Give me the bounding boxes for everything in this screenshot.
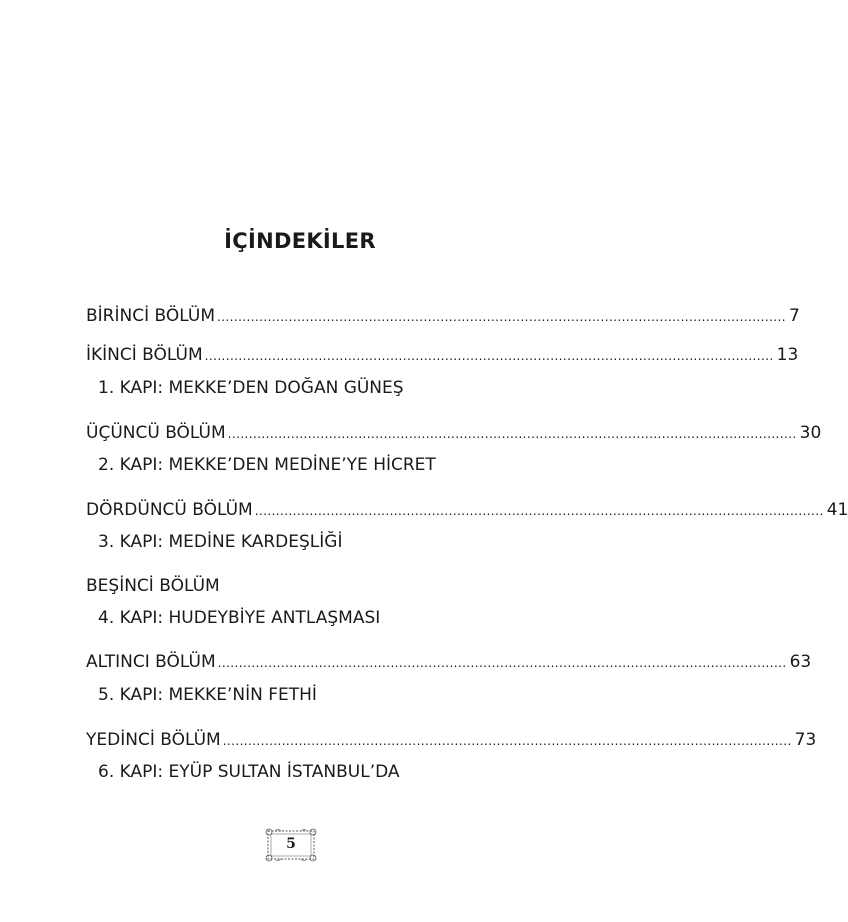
page-ref: 30 bbox=[799, 423, 822, 443]
chapter-title: YEDİNCİ BÖLÜM bbox=[86, 730, 221, 750]
section-title: 3. KAPI: MEDİNE KARDEŞLİĞİ bbox=[98, 532, 343, 552]
dot-leader: ....................................................................................................................................... bbox=[217, 656, 787, 670]
dot-leader: ....................................................................................................................................... bbox=[222, 734, 792, 748]
chapter-title: ÜÇÜNCÜ BÖLÜM bbox=[86, 423, 226, 443]
dot-leader: ....................................................................................................................................... bbox=[217, 310, 786, 324]
chapter-title: BEŞİNCİ BÖLÜM bbox=[86, 576, 220, 596]
dot-leader: ....................................................................................................................................... bbox=[254, 504, 824, 518]
toc-entry-2 bbox=[86, 345, 799, 369]
toc-entry-3 bbox=[86, 423, 822, 447]
page-ref: 63 bbox=[789, 652, 812, 672]
toc-entry-7 bbox=[86, 730, 817, 754]
toc-entry-1 bbox=[86, 306, 800, 330]
section-title: 2. KAPI: MEKKE’DEN MEDİNE’YE HİCRET bbox=[98, 455, 436, 475]
section-title: 5. KAPI: MEKKE’NİN FETHİ bbox=[98, 685, 317, 705]
page-ref: 73 bbox=[794, 730, 817, 750]
dot-leader: ....................................................................................................................................... bbox=[227, 427, 797, 441]
page-number-frame bbox=[265, 828, 317, 862]
page-ref: 13 bbox=[776, 345, 799, 365]
page-ref: 41 bbox=[826, 500, 848, 520]
section-title: 6. KAPI: EYÜP SULTAN İSTANBUL’DA bbox=[98, 762, 400, 782]
toc-entry-4 bbox=[86, 500, 848, 524]
chapter-title: BİRİNCİ BÖLÜM bbox=[86, 306, 215, 326]
toc-entry-5 bbox=[86, 576, 497, 600]
dot-leader: ....................................................................................................................................... bbox=[204, 349, 774, 363]
chapter-title: İKİNCİ BÖLÜM bbox=[86, 345, 203, 365]
page-number: 5 bbox=[286, 836, 296, 852]
section-title: 4. KAPI: HUDEYBİYE ANTLAŞMASI bbox=[98, 608, 381, 628]
chapter-title: DÖRDÜNCÜ BÖLÜM bbox=[86, 500, 253, 520]
chapter-title: ALTINCI BÖLÜM bbox=[86, 652, 216, 672]
page-title: İÇİNDEKİLER bbox=[224, 229, 376, 253]
section-title: 1. KAPI: MEKKE’DEN DOĞAN GÜNEŞ bbox=[98, 378, 404, 398]
toc-entry-6 bbox=[86, 652, 812, 676]
page-ref: 7 bbox=[788, 306, 800, 326]
